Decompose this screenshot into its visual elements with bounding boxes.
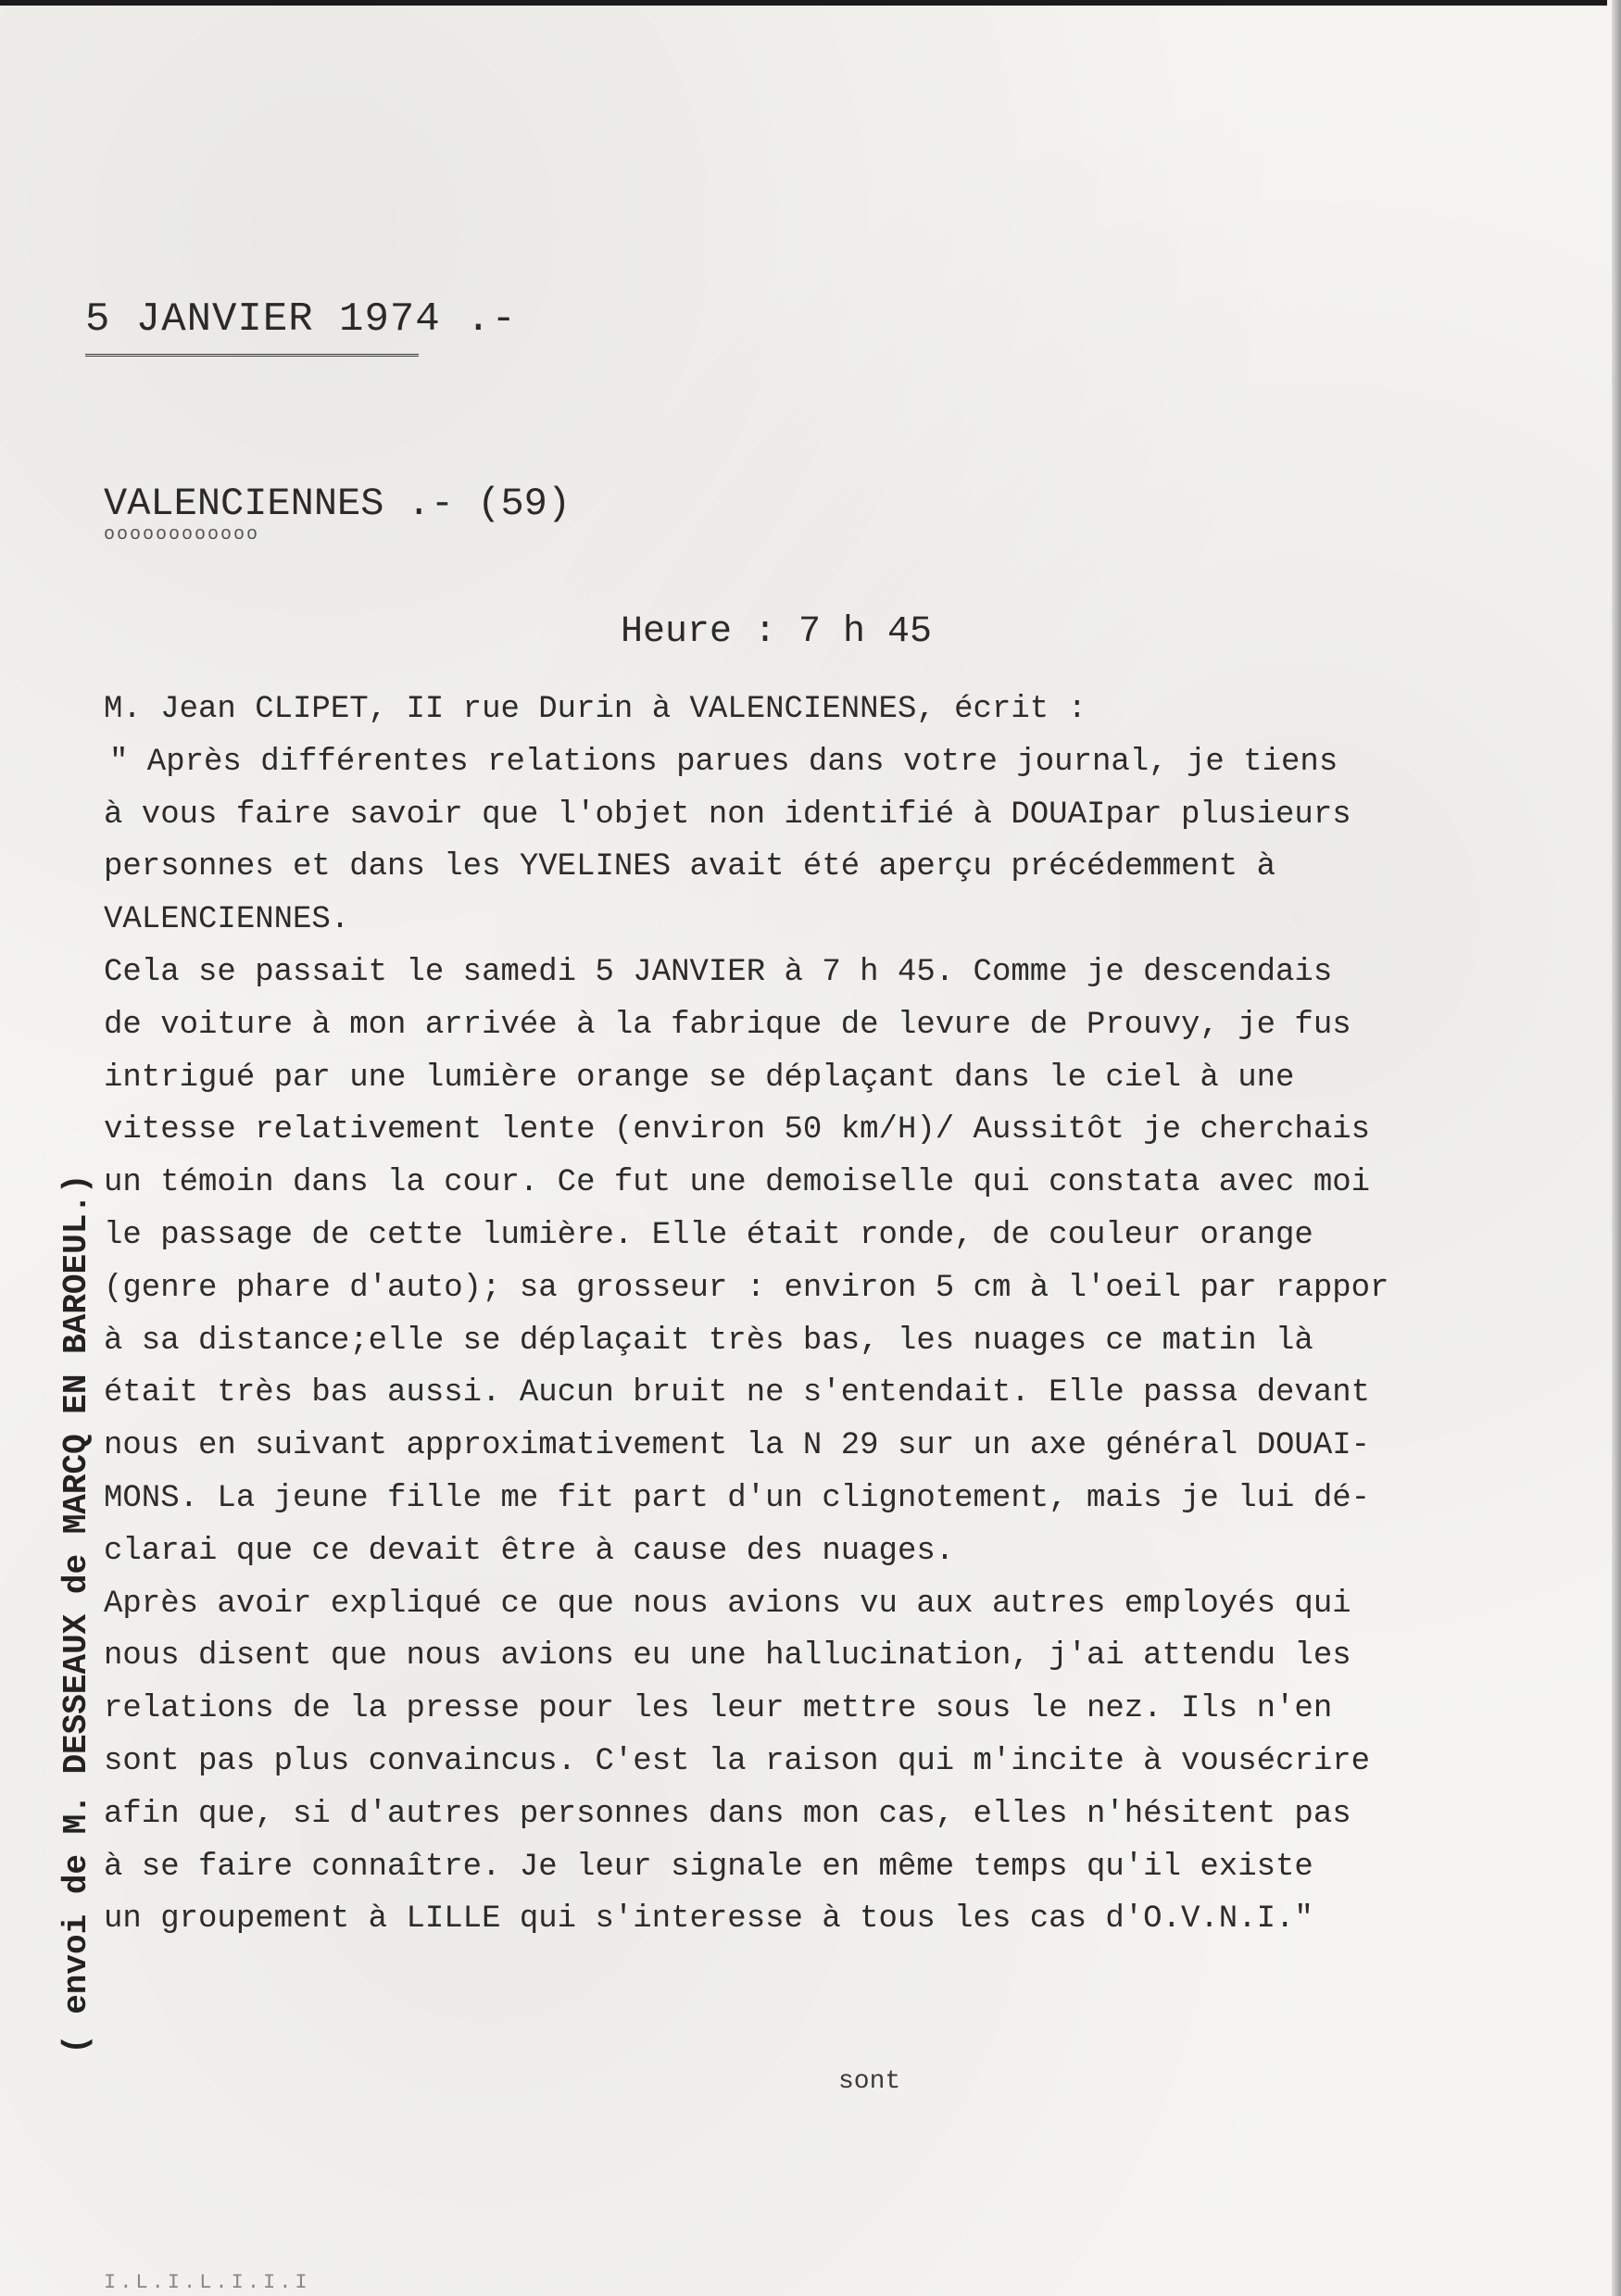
body-line: clarai que ce devait être à cause des nuages. bbox=[104, 1533, 955, 1569]
top-rule bbox=[0, 0, 1607, 6]
body-line: à vous faire savoir que l'objet non identifié à DOUAIpar plusieurs bbox=[104, 797, 1351, 833]
body-line: nous en suivant approximativement la N 29 sur un axe général DOUAI- bbox=[104, 1428, 1371, 1464]
body-line: le passage de cette lumière. Elle était ronde, de couleur orange bbox=[104, 1217, 1313, 1253]
body-line: vitesse relativement lente (environ 50 km/H)/ Aussitôt je cherchais bbox=[104, 1112, 1371, 1148]
margin-note: ( envoi de M. DESSEAUX de MARCQ EN BAROEUL.) bbox=[57, 1173, 95, 2054]
place-heading: VALENCIENNES .- (59) bbox=[104, 482, 572, 526]
body-line: intrigué par une lumière orange se déplaçant dans le ciel à une bbox=[104, 1060, 1295, 1096]
body-line: à se faire connaître. Je leur signale en même temps qu'il existe bbox=[104, 1849, 1313, 1885]
body-line: afin que, si d'autres personnes dans mon cas, elles n'hésitent pas bbox=[104, 1796, 1351, 1832]
body-line: relations de la presse pour les leur mettre sous le nez. Ils n'en bbox=[104, 1691, 1333, 1727]
body-line: " Après différentes relations parues dans votre journal, je tiens bbox=[109, 744, 1338, 780]
cut-off-line: I.L.I.L.I.I.I bbox=[104, 2271, 311, 2294]
body-line: sont pas plus convaincus. C'est la raison qui m'incite à vousécrire bbox=[104, 1743, 1371, 1779]
body-line: MONS. La jeune fille me fit part d'un clignotement, mais je lui dé- bbox=[104, 1480, 1371, 1516]
letter-body bbox=[104, 684, 1567, 1946]
body-line: Cela se passait le samedi 5 JANVIER à 7 h 45. Comme je descendais bbox=[104, 954, 1333, 990]
body-line: VALENCIENNES. bbox=[104, 902, 350, 938]
body-line: à sa distance;elle se déplaçait très bas, les nuages ce matin là bbox=[104, 1323, 1313, 1359]
body-line: personnes et dans les YVELINES avait été aperçu précédemment à bbox=[104, 849, 1276, 885]
body-line: de voiture à mon arrivée à la fabrique de levure de Prouvy, je fus bbox=[104, 1007, 1351, 1043]
time-heading: Heure : 7 h 45 bbox=[621, 611, 933, 653]
body-line: était très bas aussi. Aucun bruit ne s'entendait. Elle passa devant bbox=[104, 1375, 1371, 1411]
body-line: M. Jean CLIPET, II rue Durin à VALENCIENNES, écrit : bbox=[104, 692, 1087, 727]
body-line: un témoin dans la cour. Ce fut une demoiselle qui constata avec moi bbox=[104, 1165, 1371, 1201]
date-underline bbox=[85, 354, 419, 357]
date-heading: 5 JANVIER 1974 .- bbox=[85, 296, 517, 343]
body-line: un groupement à LILLE qui s'interesse à tous les cas d'O.V.N.I." bbox=[104, 1901, 1313, 1938]
inserted-word: sont bbox=[838, 2067, 901, 2096]
page-edge-shadow bbox=[1612, 0, 1621, 2296]
place-underline: oooooooooooo bbox=[104, 524, 260, 546]
body-line: Après avoir expliqué ce que nous avions vu aux autres employés qui bbox=[104, 1586, 1351, 1622]
body-line: nous disent que nous avions eu une hallucination, j'ai attendu les bbox=[104, 1638, 1351, 1675]
body-line: (genre phare d'auto); sa grosseur : environ 5 cm à l'oeil par rappor bbox=[104, 1270, 1389, 1306]
